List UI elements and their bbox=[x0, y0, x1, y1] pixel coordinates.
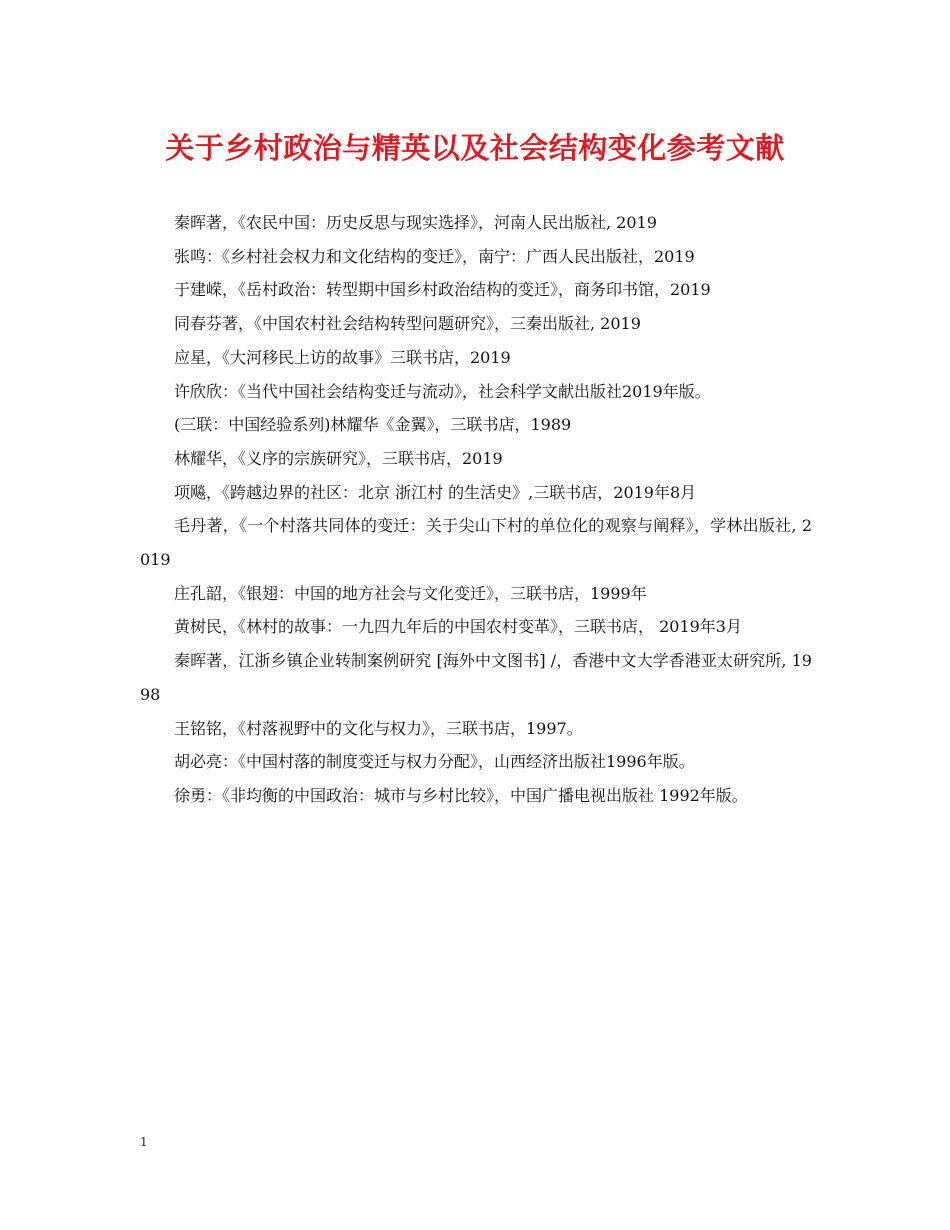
reference-list bbox=[140, 206, 812, 813]
reference-item: 张鸣：《乡村社会权力和文化结构的变迁》，南宁：广西人民出版社，2019 bbox=[174, 246, 695, 266]
reference-item: 黄树民，《林村的故事：一九四九年后的中国农村变革》，三联书店， 2019年3月 bbox=[174, 617, 742, 637]
reference-item: 毛丹著，《一个村落共同体的变迁：关于尖山下村的单位化的观察与阐释》，学林出版社, 2019 bbox=[140, 516, 812, 570]
reference-item: 于建嵘，《岳村政治：转型期中国乡村政治结构的变迁》，商务印书馆，2019 bbox=[174, 280, 711, 300]
reference-item: 秦晖著，江浙乡镇企业转制案例研究 [海外中文图书] /，香港中文大学香港亚太研究所, 1998 bbox=[140, 651, 812, 704]
reference-item: 林耀华，《义序的宗族研究》，三联书店，2019 bbox=[174, 448, 503, 468]
reference-item: 胡必亮：《中国村落的制度变迁与权力分配》，山西经济出版社1996年版。 bbox=[174, 752, 695, 772]
reference-item: 庄孔韶，《银翅：中国的地方社会与文化变迁》，三联书店，1999年 bbox=[174, 583, 647, 603]
reference-item: 应星，《大河移民上访的故事》三联书店，2019 bbox=[174, 347, 511, 367]
reference-item: 徐勇：《非均衡的中国政治：城市与乡村比较》，中国广播电视出版社 1992年版。 bbox=[174, 785, 748, 805]
reference-item: 许欣欣：《当代中国社会结构变迁与流动》，社会科学文献出版社2019年版。 bbox=[174, 381, 711, 401]
page-number: 1 bbox=[140, 1135, 148, 1149]
reference-item: 秦晖著，《农民中国：历史反思与现实选择》，河南人民出版社, 2019 bbox=[174, 213, 657, 232]
reference-item: 同春芬著，《中国农村社会结构转型问题研究》，三秦出版社, 2019 bbox=[174, 314, 641, 334]
reference-item: (三联：中国经验系列)林耀华《金翼》，三联书店，1989 bbox=[174, 415, 572, 435]
reference-item: 项飚，《跨越边界的社区：北京 浙江村 的生活史》,三联书店，2019年8月 bbox=[174, 482, 697, 502]
document-title: 关于乡村政治与精英以及社会结构变化参考文献 bbox=[165, 131, 785, 165]
reference-item: 王铭铭，《村落视野中的文化与权力》，三联书店，1997。 bbox=[174, 718, 583, 738]
